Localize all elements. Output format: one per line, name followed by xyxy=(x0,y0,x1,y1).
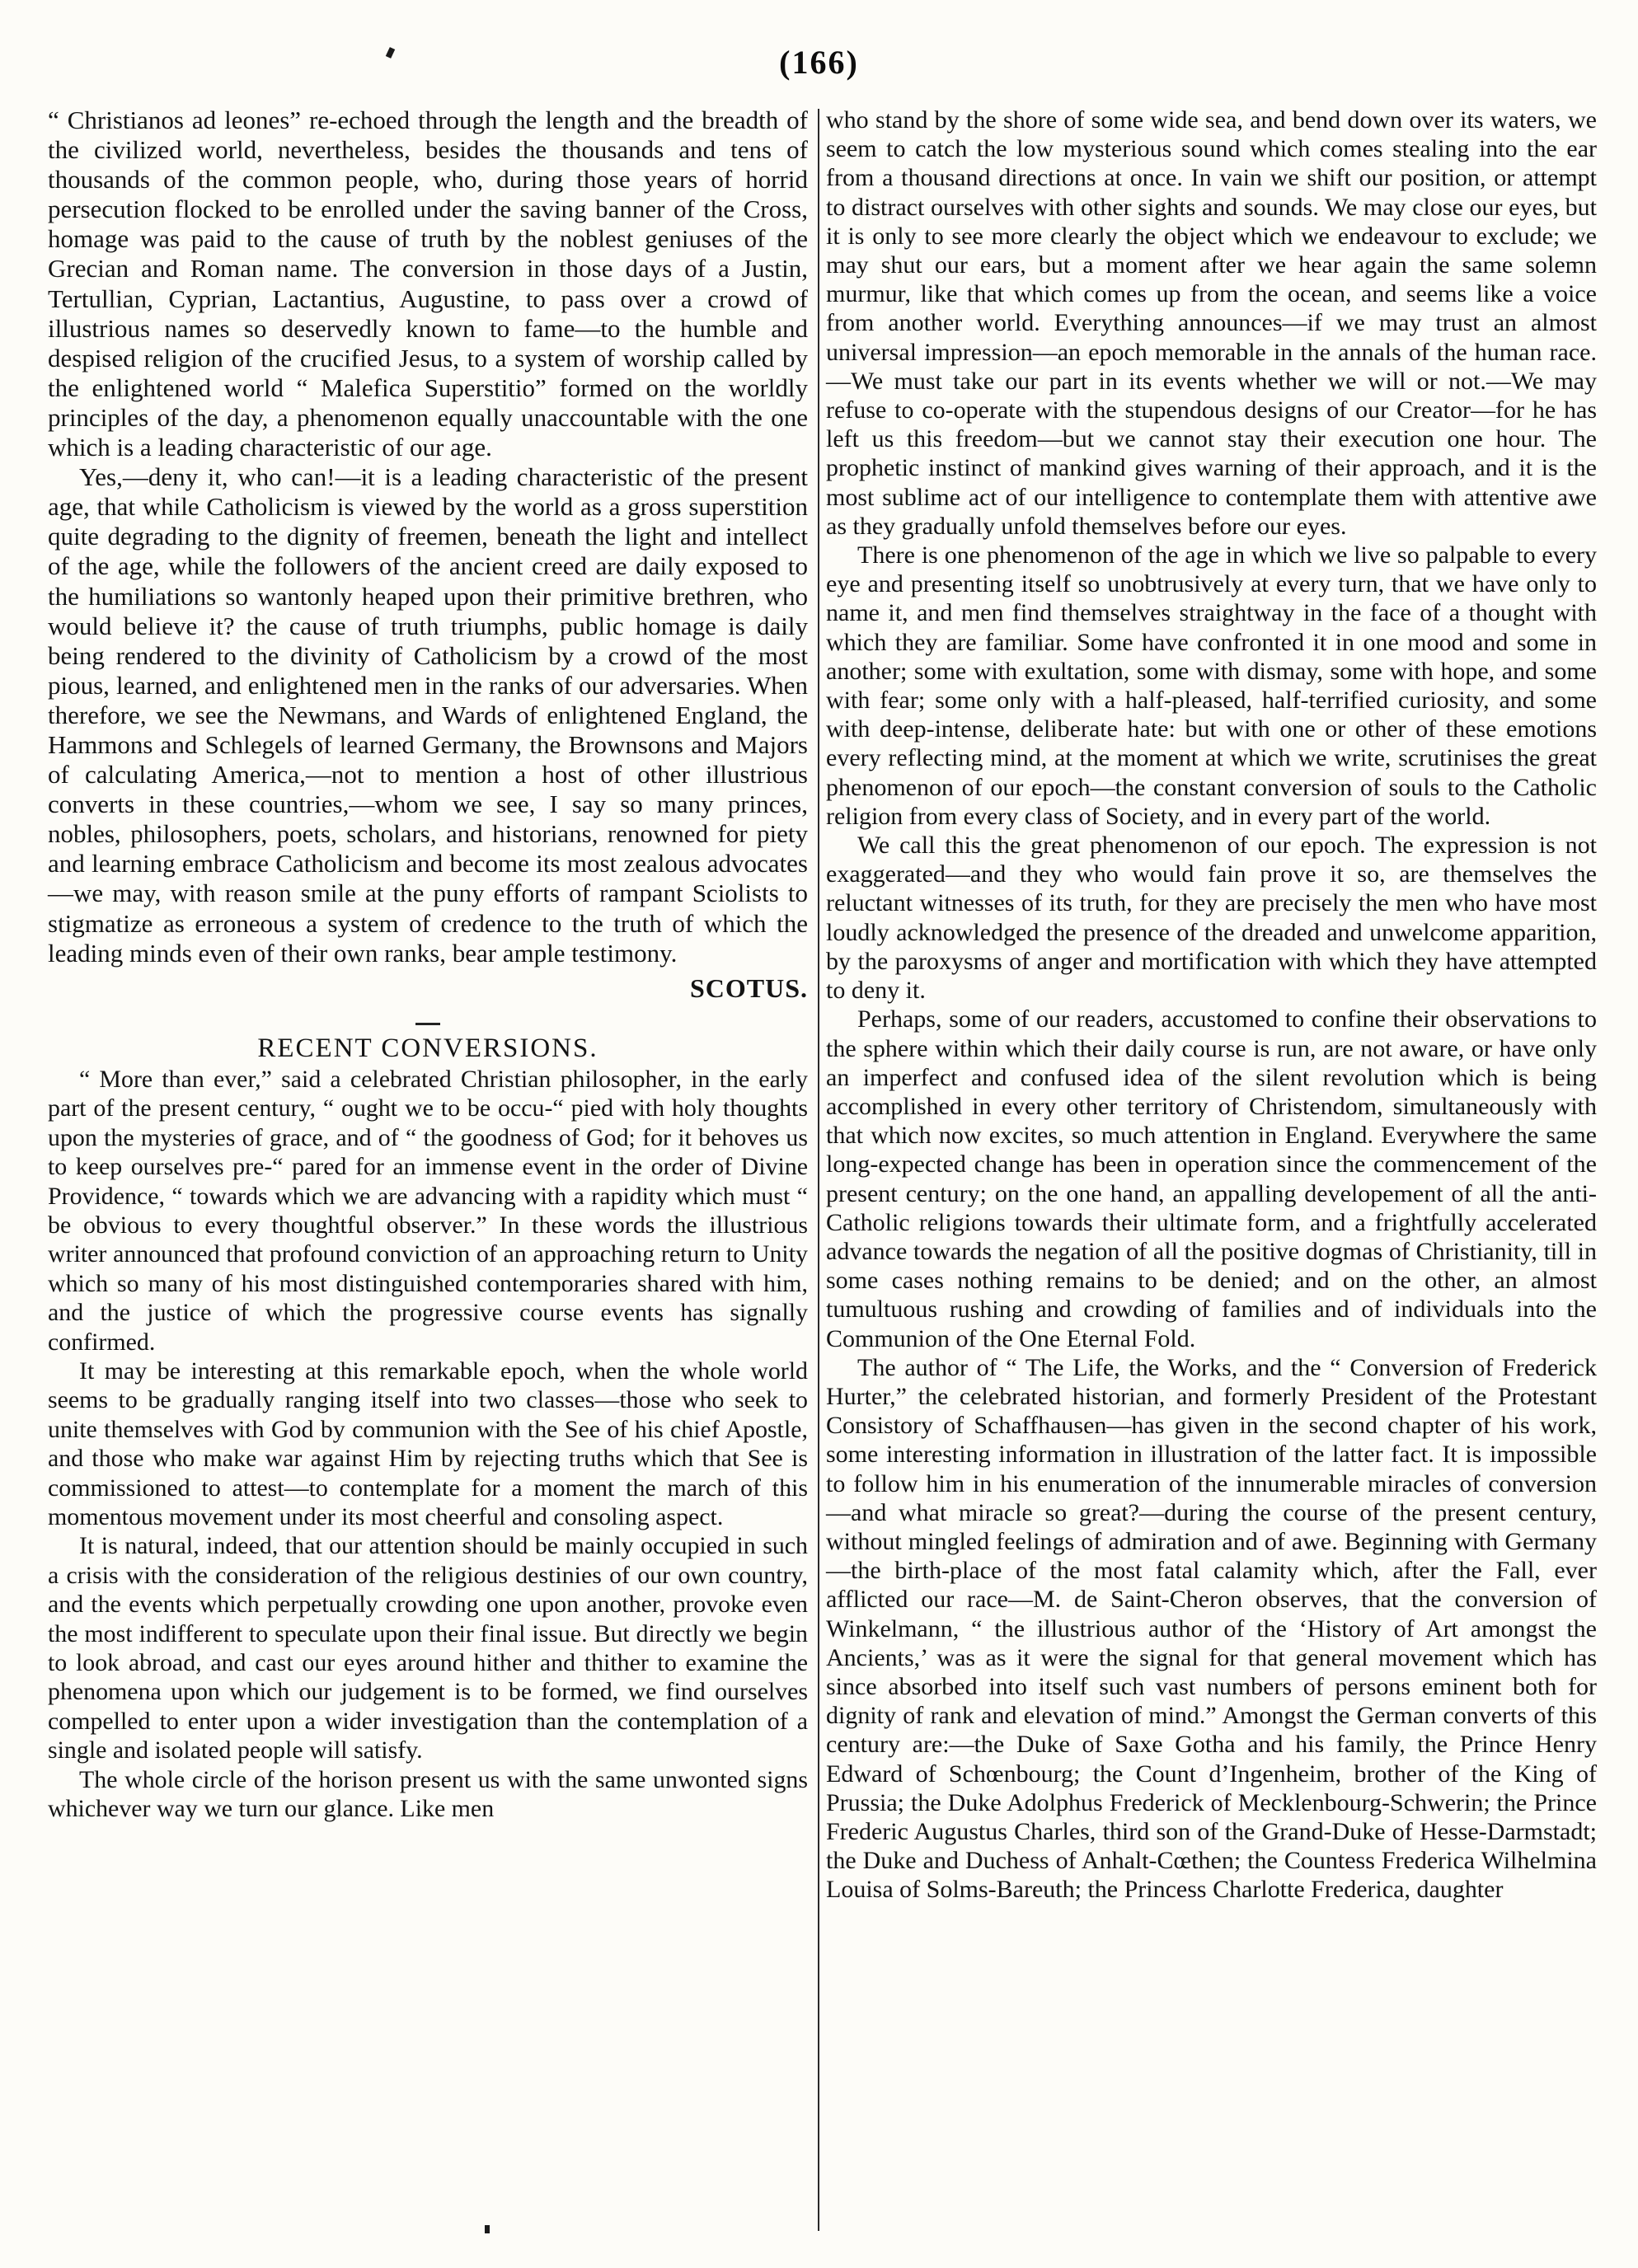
page-number: (166) xyxy=(779,44,859,81)
left-paragraph-2: Yes,—deny it, who can!—it is a leading characteristic of the present age, that while Catholicism is viewed by the world as a gross superstition quite degrading to the dignity of freemen, beneath the light and intellect of the age, while the followers of the ancient creed are daily exposed to the humiliations so wantonly heaped upon their primitive brethren, who would believe it? the cause of truth triumphs, public homage is daily being rendered to the divinity of Catholicism by a crowd of the most pious, learned, and enlightened men in the ranks of our adversaries. When therefore, we see the Newmans, and Wards of enlightened England, the Hammons and Schlegels of learned Germany, the Brownsons and Majors of calculating America,—not to mention a host of other illustrious converts in these countries,—whom we see, I say so many princes, nobles, philosophers, poets, scholars, and historians, renowned for piety and learning embrace Catholicism and become its most zealous advocates—we may, with reason smile at the puny efforts of rampant Sciolists to stigmatize as erroneous a system of credence to the truth of which the leading minds even of their own ranks, bear ample testimony. xyxy=(48,462,808,968)
right-paragraph-3: We call this the great phenomenon of our epoch. The expression is not exaggerated—and they who would fain prove it so, are themselves the reluctant witnesses of its truth, for they are precisely the men who have most loudly acknowledged the presence of the dreaded and unwelcome apparition, by the paroxysms of anger and mortification with which they have attempted to deny it. xyxy=(826,832,1597,1005)
right-paragraph-5: The author of “ The Life, the Works, and the “ Conversion of Frederick Hurter,” the celebrated historian, and formerly President of the Protestant Consistory of Schaffhausen—has given in the second chapter of his work, some interesting information in illustration of the latter fact. It is impossible to follow him in his enumeration of the innumerable miracles of conversion—and what miracle so great?—during the course of the present century, without mingled feelings of admiration and of awe. Beginning with Germany—the birth-place of the most fatal calamity which, after the Fall, ever afflicted our race—M. de Saint-Cheron observes, that the conversion of Winkelmann, “ the illustrious author of the ‘History of Art amongst the Ancients,’ was as it were the signal for that general movement which has since absorbed into itself such vast numbers of persons eminent both for dignity of rank and elevation of mind.” Amongst the German converts of this century are:—the Duke of Saxe Gotha and his family, the Prince Henry Edward of Schœnbourg; the Count d’Ingenheim, brother of the King of Prussia; the Duke Adolphus Frederick of Mecklenbourg-Schwerin; the Prince Frederic Augustus Charles, third son of the Grand-Duke of Hesse-Darmstadt; the Duke and Duchess of Anhalt-Cœthen; the Countess Frederica Wilhelmina Louisa of Solms-Bareuth; the Princess Charlotte Frederica, daughter xyxy=(826,1353,1597,1904)
right-paragraph-2: There is one phenomenon of the age in which we live so palpable to every eye and presenting itself so unobtrusively at every turn, that we have only to name it, and men find themselves straightway in the face of a thought with which they are familiar. Some have confronted it in one mood and some in another; some with exultation, some with dismay, some with hope, and some with fear; some only with a half-pleased, half-terrified curiosity, and some with deep-intense, deliberate hate: but with one or other of these emotions every reflecting mind, at the moment at which we write, scrutinises the great phenomenon of our epoch—the constant conversion of souls to the Catholic religion from every class of Society, and in every part of the world. xyxy=(826,541,1597,830)
right-paragraph-1: who stand by the shore of some wide sea, and bend down over its waters, we seem to catch the low mysterious sound which comes stealing into the ear from a thousand directions at once. In vain we shift our position, or attempt to distract ourselves with other sights and sounds. We may close our eyes, but it is only to see more clearly the object which we endeavour to exclude; we may shut our ears, but a moment after we hear again the same solemn murmur, like that which comes up from the ocean, and seems like a voice from another world. Everything announces—if we may trust an almost universal impression—an epoch memorable in the annals of the human race.—We must take our part in its events whether we will or not.—We may refuse to co-operate with the stupendous designs of our Creator—for he has left us this freedom—but we cannot stay their execution one hour. The prophetic instinct of mankind gives warning of their approach, and it is the most sublime act of our intelligence to contemplate them with attentive awe as they gradually unfold themselves before our eyes. xyxy=(826,106,1597,540)
left-paragraph-1: “ Christianos ad leones” re-echoed through the length and the breadth of the civilized world, nevertheless, besides the thousands and tens of thousands of the common people, who, during those years of horrid persecution flocked to be enrolled under the saving banner of the Cross, homage was paid to the cause of truth by the noblest geniuses of the Grecian and Roman name. The conversion in those days of a Justin, Tertullian, Cyprian, Lactantius, Augustine, to pass over a crowd of illustrious names so deservedly known to fame—to the humble and despised religion of the crucified Jesus, to a system of worship called by the enlightened world “ Malefica Superstitio” formed on the worldly principles of the day, a phenomenon equally unaccountable with the one which is a leading characteristic of our age. xyxy=(48,105,808,462)
right-paragraph-4: Perhaps, some of our readers, accustomed to confine their observations to the sphere within which their daily course is run, are not aware, or have only an imperfect and confused idea of the silent revolution which is being accomplished in every other territory of Christendom, simultaneously with that which now excites, so much attention in England. Everywhere the same long-expected change has been in operation since the commencement of the present century; on the one hand, an appalling developement of all the anti-Catholic religions towards their ultimate form, and a frightfully accelerated advance towards the negation of all the positive dogmas of Christianity, till in some cases nothing remains to be denied; and on the other, an almost tumultuous rushing and crowding of families and of individuals into the Communion of the One Eternal Fold. xyxy=(826,1005,1597,1352)
ink-mark-bottom xyxy=(485,2225,490,2233)
article-signature: SCOTUS. xyxy=(689,972,808,1003)
left-column xyxy=(48,105,808,1823)
section-divider xyxy=(415,1023,440,1025)
left-paragraph-6: The whole circle of the horison present us with the same unwonted signs whichever way we turn our glance. Like men xyxy=(48,1765,808,1823)
left-paragraph-4: It may be interesting at this remarkable epoch, when the whole world seems to be gradually ranging itself into two classes—those who seek to unite themselves with God by communion with the See of his chief Apostle, and those who make war against Him by rejecting truths which that See is commissioned to attest—to contemplate for a moment the march of this momentous movement under its most cheerful and consoling aspect. xyxy=(48,1357,808,1530)
left-paragraph-5: It is natural, indeed, that our attention should be mainly occupied in such a crisis with the consideration of the religious destinies of our own country, and the events which perpetually crowding one upon another, provoke even the most indifferent to speculate upon their final issue. But directly we begin to look abroad, and cast our eyes around hither and thither to examine the phenomena upon which our judgement is to be formed, we find ourselves compelled to enter upon a wider investigation than the contemplation of a single and isolated people will satisfy. xyxy=(48,1532,808,1764)
left-paragraph-3: “ More than ever,” said a celebrated Christian philosopher, in the early part of the present century, “ ought we to be occu-“ pied with holy thoughts upon the mysteries of grace, and of “ the goodness of God; for it behoves us to keep ourselves pre-“ pared for an immense event in the order of Divine Providence, “ towards which we are advancing with a rapidity which must “ be obvious to every thoughtful observer.” In these words the illustrious writer announced that profound conviction of an approaching return to Unity which so many of his most distinguished contemporaries shared with him, and the justice of which the progressive course events has signally confirmed. xyxy=(48,1065,808,1356)
section-heading: RECENT CONVERSIONS. xyxy=(257,1033,598,1063)
column-divider xyxy=(818,109,819,2231)
right-column xyxy=(826,105,1597,1905)
